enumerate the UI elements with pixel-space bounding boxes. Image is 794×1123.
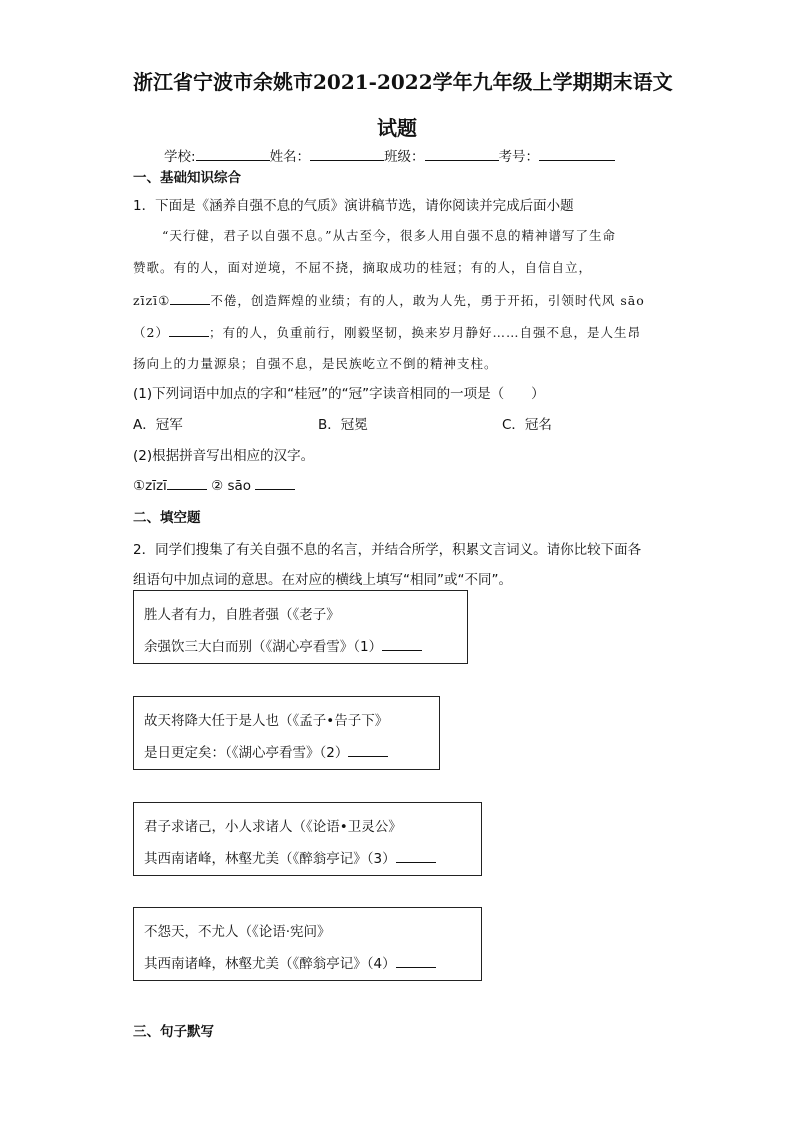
school-blank[interactable] bbox=[196, 146, 270, 161]
quote-box-2-line2 bbox=[144, 741, 388, 761]
quote-box-4 bbox=[133, 907, 482, 981]
quote-box-1-line2 bbox=[144, 635, 422, 655]
quote-box-4-line1: 不怨天，不尤人（《论语·宪问》 bbox=[144, 924, 331, 940]
pinyin-b-blank[interactable] bbox=[255, 475, 295, 490]
quote-box-4-line2 bbox=[144, 952, 436, 972]
quote-box-2-line2-text: 是日更定矣：（《湖心亭看雪》（2） bbox=[144, 745, 349, 761]
sub-question-1: (1)下列词语中加点的字和“桂冠”的“冠”字读音相同的一项是（ ） bbox=[133, 386, 545, 402]
answer-blank-2[interactable] bbox=[348, 742, 388, 757]
quote-box-4-line2-text: 其西南诸峰，林壑尤美（《醉翁亭记》（4） bbox=[144, 956, 396, 972]
option-c[interactable]: C．冠名 bbox=[502, 417, 552, 433]
passage-blank-1[interactable] bbox=[170, 290, 210, 305]
quote-box-3-line2 bbox=[144, 847, 436, 867]
id-label: 考号： bbox=[498, 149, 540, 165]
passage-line4 bbox=[133, 322, 641, 341]
quote-box-1-line1: 胜人者有力，自胜者强（《老子》 bbox=[144, 607, 340, 623]
quote-box-3-line1: 君子求诸己，小人求诸人（《论语•卫灵公》 bbox=[144, 819, 402, 835]
section1-heading: 一、基础知识综合 bbox=[133, 170, 241, 186]
answer-blank-1[interactable] bbox=[382, 636, 422, 651]
option-b[interactable]: B．冠冕 bbox=[318, 417, 368, 433]
sub-question-2: (2)根据拼音写出相应的汉字。 bbox=[133, 448, 315, 464]
quote-box-3 bbox=[133, 802, 482, 876]
pinyin-answer-line bbox=[133, 475, 295, 494]
pinyin-b-label: ② sāo bbox=[211, 478, 252, 494]
answer-blank-4[interactable] bbox=[396, 953, 436, 968]
q2-line2: 组语句中加点词的意思。在对应的横线上填写“相同”或“不同”。 bbox=[133, 572, 512, 588]
quote-box-3-line2-text: 其西南诸峰，林壑尤美（《醉翁亭记》（3） bbox=[144, 851, 396, 867]
school-label: 学校: bbox=[164, 149, 196, 165]
quote-box-2-line1: 故天将降大任于是人也（《孟子•告子下》 bbox=[144, 713, 389, 729]
passage-line5: 扬向上的力量源泉；自强不息，是民族屹立不倒的精神支柱。 bbox=[133, 356, 498, 371]
quote-box-1 bbox=[133, 590, 468, 664]
page-title-line1: 浙江省宁波市余姚市2021-2022学年九年级上学期期末语文 bbox=[133, 70, 673, 94]
section2-heading: 二、填空题 bbox=[133, 510, 201, 526]
page-title-line2: 试题 bbox=[377, 116, 417, 140]
class-label: 班级： bbox=[384, 149, 425, 165]
id-blank[interactable] bbox=[539, 146, 615, 161]
q1-intro: 1．下面是《涵养自强不息的气质》演讲稿节选，请你阅读并完成后面小题 bbox=[133, 198, 574, 214]
student-info-line bbox=[164, 145, 615, 165]
pinyin-a-label: ①zīzī bbox=[133, 478, 167, 494]
name-label: 姓名： bbox=[269, 149, 311, 165]
pinyin-a-blank[interactable] bbox=[167, 475, 207, 490]
answer-blank-3[interactable] bbox=[396, 848, 436, 863]
passage-line4-text: ；有的人，负重前行，刚毅坚韧，换来岁月静好……自强不息，是人生昂 bbox=[208, 325, 641, 340]
option-a[interactable]: A．冠军 bbox=[133, 417, 183, 433]
passage-line3 bbox=[133, 290, 645, 309]
section3-heading: 三、句子默写 bbox=[133, 1024, 214, 1040]
passage-line3-text: 不倦，创造辉煌的业绩；有的人，敢为人先，勇于开拓，引领时代风 sāo bbox=[210, 293, 645, 308]
passage-blank-2[interactable] bbox=[169, 322, 209, 337]
q2-line1: 2．同学们搜集了有关自强不息的名言，并结合所学，积累文言词义。请你比较下面各 bbox=[133, 542, 642, 558]
passage-line2: 赞歌。有的人，面对逆境，不屈不挠，摘取成功的桂冠；有的人，自信自立， bbox=[133, 260, 593, 275]
quote-box-2 bbox=[133, 696, 440, 770]
name-blank[interactable] bbox=[310, 146, 384, 161]
class-blank[interactable] bbox=[425, 146, 499, 161]
passage-marker-2: （2） bbox=[133, 325, 169, 340]
passage-line1: “天行健，君子以自强不息。”从古至今，很多人用自强不息的精神谱写了生命 bbox=[162, 228, 617, 243]
pinyin-zizi: zīzī① bbox=[133, 293, 171, 308]
quote-box-1-line2-text: 余强饮三大白而别（《湖心亭看雪》（1） bbox=[144, 639, 383, 655]
